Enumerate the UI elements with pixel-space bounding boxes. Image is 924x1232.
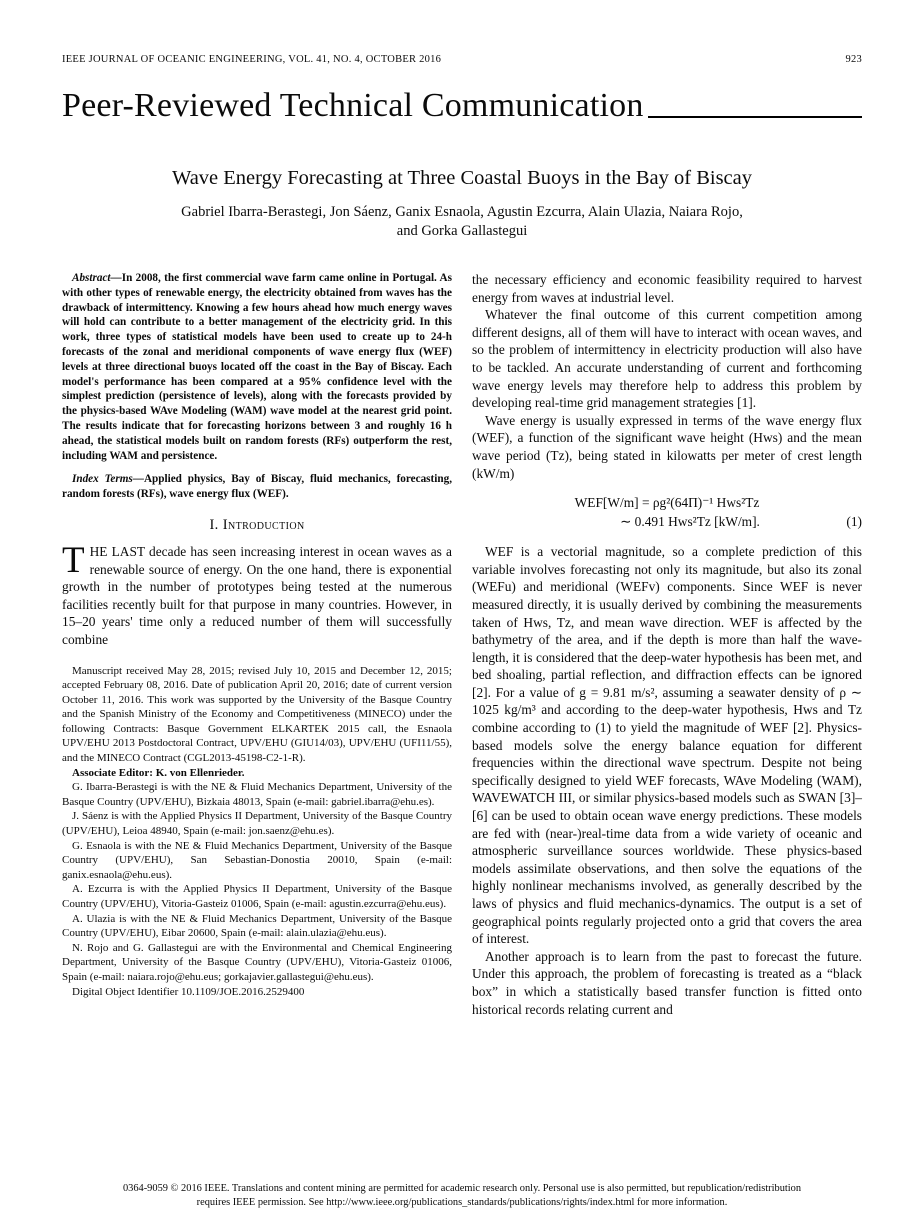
body-paragraph: the necessary efficiency and economic feasibility required to harvest energy from waves at industrial level. (472, 272, 862, 305)
article-body (62, 271, 862, 1018)
right-column (472, 271, 862, 1018)
abstract-label: Abstract— (72, 272, 122, 284)
footnote-manuscript: Manuscript received May 28, 2015; revised July 10, 2015 and December 12, 2015; accepted February 08, 2016. Date of publication April 20, 2016; date of current version October 11, 2016. This work was supported by the University of the Basque Country and the Spanish Ministry of the Economy and Competitiveness (MINECO) under the following Contracts: Basque Government ELKARTEK 2015 call, the Esnaola UPV/EHU 2013 Postdoctoral Contract, UPV/EHU (GIU14/03), UPV/EHU (UFI11/55), and the MINECO Contract (CGL2013-45198-C2-1-R). (62, 664, 452, 765)
footnote-author-affiliation: G. Ibarra-Berastegi is with the NE & Fluid Mechanics Department, University of the Basque Country (UPV/EHU), Bizkaia 48013, Spain (e-mail: gabriel.ibarra@ehu.es). (62, 781, 452, 808)
footnote-doi: Digital Object Identifier 10.1109/JOE.2016.2529400 (72, 985, 305, 998)
footnote-author-affiliation: J. Sáenz is with the Applied Physics II Department, University of the Basque Country (UPV/EHU), Leioa 48940, Spain (e-mail: jon.saenz@ehu.es). (62, 810, 452, 838)
article-title: Wave Energy Forecasting at Three Coastal Buoys in the Bay of Biscay (172, 167, 752, 189)
dropcap-letter: T (62, 539, 85, 581)
copyright-footer (40, 1182, 884, 1210)
page-number: 923 (845, 54, 862, 65)
footnote-author-affiliation: A. Ezcurra is with the Applied Physics II Department, University of the Basque Country (UPV/EHU), Vitoria-Gasteiz 01006, Spain (e-mail: agustin.ezcurra@ehu.eus). (62, 883, 452, 911)
section-banner-title: Peer-Reviewed Technical Communication (62, 87, 644, 124)
footnote-author-affiliation: G. Esnaola is with the NE & Fluid Mechanics Department, University of the Basque Country (UPV/EHU), San Sebastian-Donostia 20010, Spain (e-mail: ganix.esnaola@ehu.eus). (62, 839, 452, 881)
index-terms-label: Index Terms— (72, 473, 144, 486)
authors-line-1: Gabriel Ibarra-Berastegi, Jon Sáenz, Ganix Esnaola, Agustin Ezcurra, Alain Ulazia, Naiara Rojo, (181, 204, 743, 220)
footnote-author-affiliation: N. Rojo and G. Gallastegui are with the Environmental and Chemical Engineering Department, University of the Basque Country (UPV/EHU), Vitoria-Gasteiz 01006, Spain (e-mail: naiara.rojo@ehu.eus; gorkajavier.gallastegui@ehu.eus). (62, 941, 452, 983)
index-terms-paragraph (62, 472, 452, 502)
footnote-associate-editor: Associate Editor: K. von Ellenrieder. (72, 766, 245, 779)
author-list (62, 203, 862, 241)
equation-line-2: ∼ 0.491 Hws²Tz [kW/m]. (620, 514, 760, 530)
authors-line-2: and Gorka Gallastegui (396, 223, 528, 239)
equation-1 (472, 493, 862, 531)
footnote-author-affiliation: A. Ulazia is with the NE & Fluid Mechanics Department, University of the Basque Country (UPV/EHU), Eibar 20600, Spain (e-mail: alain.ulazia@ehu.eus). (62, 912, 452, 940)
intro-text: decade has seen increasing interest in ocean waves as a renewable source of energy. On the one hand, there is exponential growth in the number of prototypes being tested at the numerous facilities recently built for that purpose in many countries. However, in 15–20 years' time only a reduced number of them will successfully combine (62, 543, 452, 647)
copyright-line-2: requires IEEE permission. See http://www.ieee.org/publications_standards/publications/rights/index.html for more information. (196, 1197, 728, 1208)
abstract-paragraph (62, 271, 452, 463)
equation-line-1: WEF[W/m] = ρg²(64Π)⁻¹ Hws²Tz (574, 495, 760, 511)
index-terms-text: Applied physics, Bay of Biscay, fluid mechanics, forecasting, random forests (RFs), wave energy flux (WEF). (62, 473, 452, 501)
intro-lead: HE LAST (89, 543, 145, 559)
body-paragraph: Another approach is to learn from the past to forecast the future. Under this approach, the problem of forecasting is treated as a “black box” in which a statistically based transfer function is fitted onto historical records relating current and (472, 948, 862, 1017)
masthead (62, 87, 862, 125)
equation-number: (1) (846, 514, 862, 530)
first-page-footnotes (62, 664, 452, 1000)
intro-paragraph (62, 539, 452, 649)
journal-title: IEEE JOURNAL OF OCEANIC ENGINEERING, VOL. 41, NO. 4, OCTOBER 2016 (62, 54, 442, 65)
body-paragraph: Whatever the final outcome of this current competition among different designs, all of them will have to interact with ocean waves, and so the problem of intermittency in electricity production will also have to be tackled. An accurate understanding of current and forthcoming wave energy levels may therefore help to address this problem by developing real-time grid management strategies [1]. (472, 307, 862, 411)
body-paragraph: Wave energy is usually expressed in terms of the wave energy flux (WEF), a function of the significant wave height (Hws) and the mean wave period (Tz), being stated in kilowatts per meter of crest length (kW/m) (472, 412, 862, 481)
section-heading-introduction: I. Introduction (209, 516, 305, 533)
running-head (62, 54, 862, 65)
left-column (62, 271, 452, 1018)
masthead-rule (648, 116, 862, 118)
abstract-text: In 2008, the first commercial wave farm came online in Portugal. As with other types of renewable energy, the electricity obtained from waves has the drawback of intermittency. Knowing a few hours ahead how much energy waves will hold can contribute to a better management of the electricity grid. In this work, three types of statistical models have been used to create up to 24-h forecasts of the zonal and meridional components of wave energy flux (WEF) levels at three directional buoys located off the coast in the Bay of Biscay. Each model's performance has been compared at a 95% confidence level with the simplest prediction (persistence of levels), along with the forecasts provided by the physics-based WAve Modeling (WAM) wave model at the nearest grid point. The results indicate that for forecasting horizons between 3 and roughly 16 h ahead, the statistical models built on random forests (RFs) outperform the rest, including WAM and persistence. (62, 272, 452, 462)
copyright-line-1: 0364-9059 © 2016 IEEE. Translations and content mining are permitted for academic research only. Personal use is also permitted, but republication/redistribution (122, 1183, 802, 1194)
body-paragraph: WEF is a vectorial magnitude, so a complete prediction of this variable involves forecasting not only its magnitude, but also its zonal (WEFu) and meridional (WEFv) components. Since WEF is never measured directly, it is usually derived by combining the measurements taken of Hws, Tz, and mean wave direction. WEF is affected by the bathymetry of the area, and if the depth is more than half the wave-length, it is considered that the deep-water hypothesis has been met, and bed shoaling, partial reflection, and diffraction effects can be ignored [2]. For a value of g = 9.81 m/s², assuming a seawater density of ρ ∼ 1025 kg/m³ and according to the deep-water hypothesis, Hws and Tz combine according to (1) to yield the magnitude of WEF [2]. Physics-based models solve the energy balance equation for different frequencies within the directional wave spectrum. Despite not being specifically designed to yield WEF forecasts, WAve Modeling (WAM), WAVEWATCH III, or similar physics-based models such as SWAN [3]–[6] can be used to obtain ocean wave energy predictions. These models are fed with (near-)real-time data from a wide variety of oceanic and atmospheric surveillance sources worldwide. These physics-based models assimilate observations, and then solve the equations of the highly nonlinear mechanisms involved, as generally described by the laws of physics and fluid mechanics-dynamics. The output is a set of geographical points regularly projected onto a grid that covers the area of interest. (472, 544, 862, 947)
